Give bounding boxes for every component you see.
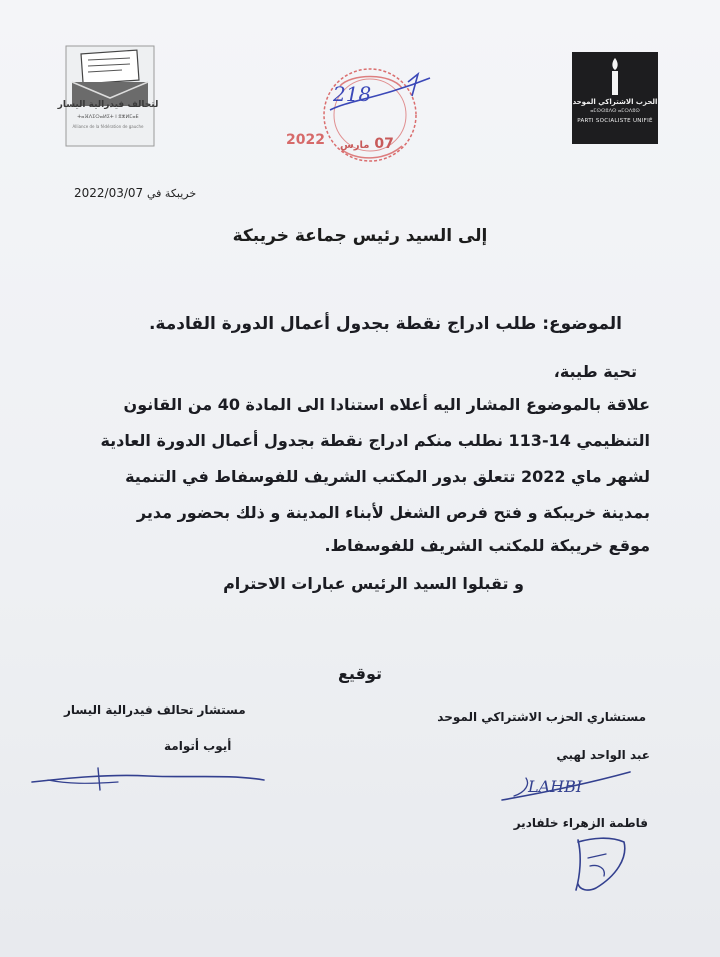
psu-logo-french: PARTI SOCIALISTE UNIFIÉ [577, 118, 653, 124]
place-date-label: خريبكة في [147, 187, 197, 200]
closing-line: و تقبلوا السيد الرئيس عبارات الاحترام [223, 574, 524, 593]
left-logo-subtitle: ⵜⴰⴼⴷⵉⵔⴰⵍⵉⵜ ⵏ ⵓⵣⵍⵎⴰⴹ [77, 114, 139, 120]
body-line: موقع خريبكة للمكتب الشريف للفوسفاط. [324, 536, 650, 555]
body-line: لشهر ماي 2022 تتعلق بدور المكتب الشريف للفوسفاط في التنمية [125, 467, 650, 486]
left-signatory-role: مستشار تحالف فيدرالية اليسار [64, 703, 246, 717]
right-signatory-name-2: فاطمة الزهراء خلفادير [513, 816, 648, 830]
left-logo-caption: Alliance de la fédération de gauche [72, 124, 144, 129]
stamp-registration-number: 218 [333, 82, 372, 106]
candle-icon [572, 52, 658, 102]
left-signatory-name: أيوب أتوامة [164, 739, 232, 753]
left-logo-title: لتحالف فيدرالية اليسار [57, 100, 159, 110]
right-signatory-name-1: عبد الواحد لهبي [556, 748, 650, 762]
subject-line: الموضوع: طلب ادراج نقطة بجدول أعمال الدورة القادمة. [148, 314, 622, 334]
body-line: التنظيمي 14-113 نطلب منكم ادراج نقطة بجدول أعمال الدورة العادية [100, 431, 650, 450]
psu-logo-arabic: الحزب الاشتراكي الموحد [572, 98, 658, 106]
reception-stamp [290, 60, 440, 170]
stamp-day: 07 [374, 136, 394, 152]
third-signature [566, 832, 636, 898]
addressee: إلى السيد رئيس جماعة خريبكة [232, 226, 488, 246]
signature-text: LAHBI [528, 777, 583, 796]
left-signature [28, 760, 268, 796]
psu-logo-tifinagh: ⴰⵎⵙⵙⵓⴷⵙ ⴰⵎⵔⴷⵓⵙ [590, 108, 640, 114]
stamp-month: مارس [340, 140, 370, 151]
greeting: تحية طيبة، [553, 362, 637, 381]
body-line: علاقة بالموضوع المشار اليه أعلاه استنادا الى المادة 40 من القانون [123, 395, 650, 414]
right-signature-lahbi [496, 766, 636, 806]
place-date-line [74, 186, 196, 200]
signature-title: توقيع [338, 664, 382, 683]
federation-left-logo [64, 44, 156, 148]
letter-date: 2022/03/07 [74, 186, 144, 200]
right-signatories-role: مستشاري الحزب الاشتراكي الموحد [437, 710, 646, 724]
body-line: بمدينة خريبكة و فتح فرص الشغل لأبناء المدينة و ذلك بحضور مدير [136, 503, 650, 522]
stamp-year: 2022 [286, 132, 325, 148]
stamp-date [340, 136, 394, 152]
